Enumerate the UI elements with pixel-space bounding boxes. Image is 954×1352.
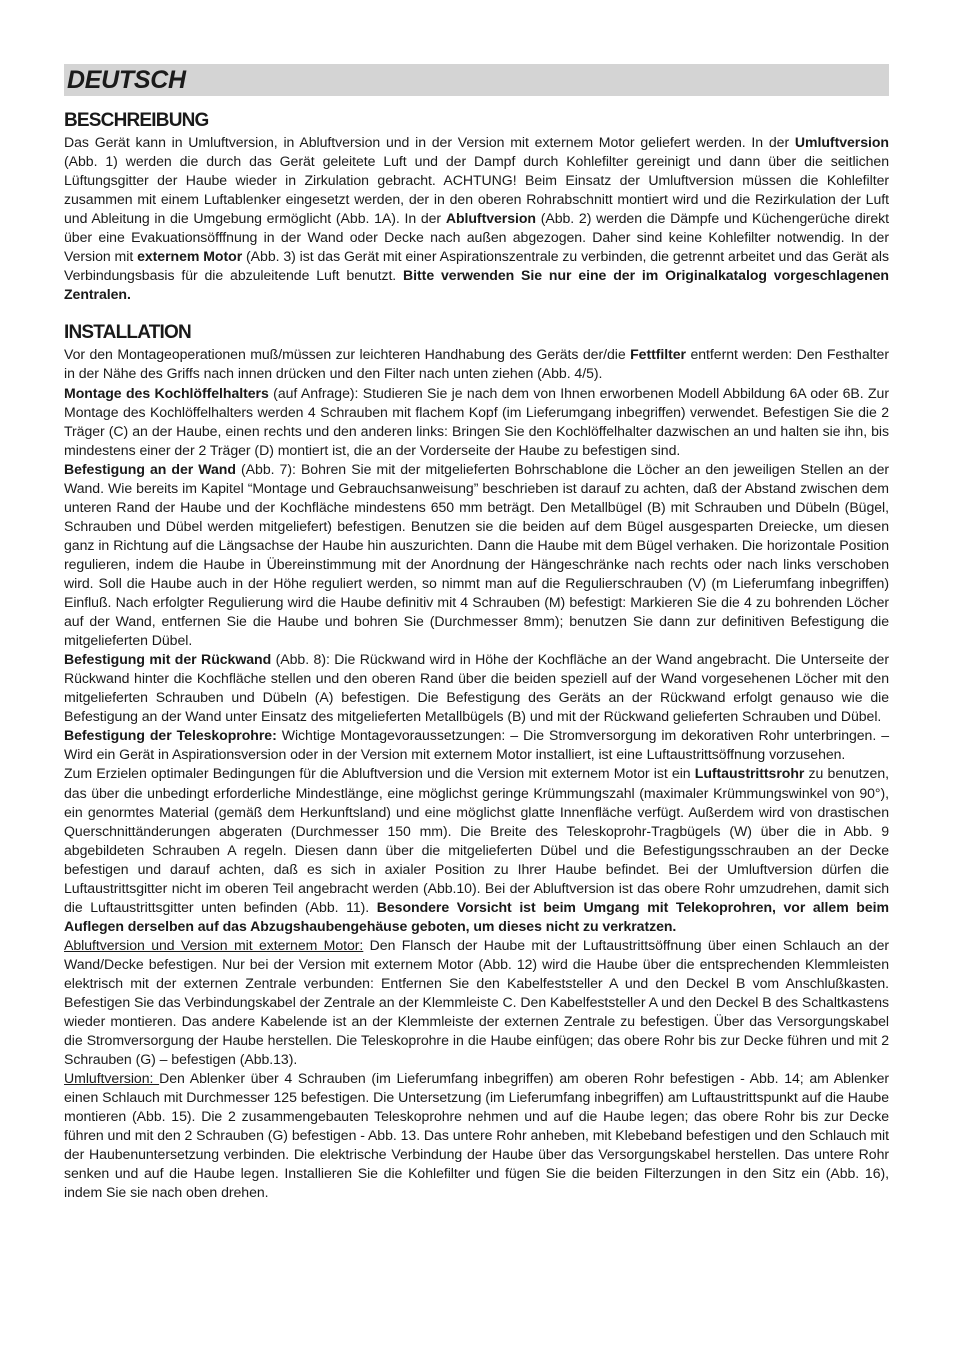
- paragraph: [64, 460, 889, 650]
- section-title-beschreibung: BESCHREIBUNG: [64, 110, 209, 131]
- bold-text: Abluftversion: [445, 210, 536, 227]
- paragraph: [64, 1069, 889, 1202]
- text-run: Wichtige Montagevoraussetzungen: – Die Stromversorgung im dekorativen Rohr unterbringen. – Wird ein Gerät in Aspirationsversion oder in der Version mit externem Motor installiert, ist eine Luftaustrittsöffnung vorzusehen.: [64, 727, 889, 763]
- bold-text: Luftaustrittsrohr: [694, 765, 805, 782]
- text-run: Zum Erzielen optimaler Bedingungen für die Abluftversion und die Version mit externem Motor ist ein: [64, 765, 695, 782]
- text-run: Vor den Montageoperationen muß/müssen zur leichteren Handhabung des Geräts der/die: [64, 346, 631, 363]
- paragraph: [64, 133, 889, 304]
- underlined-text: Umluftversion:: [64, 1070, 160, 1087]
- bold-text: externem Motor: [137, 248, 243, 265]
- paragraph: [64, 345, 889, 383]
- section-body-installation: [64, 345, 889, 1202]
- text-run: (Abb. 7): Bohren Sie mit der mitgelieferten Bohrschablone die Löcher an den jeweiligen Stellen an der Wand. Wie bereits im Kapitel “Montage und Gebrauchsanweisung” beschrieben ist darauf zu achten, daß der Abstand zwischen dem unteren Rand der Haube und der Kochfläche mindestens 650 mm beträgt. Den Metallbügel (B) mit Schrauben und Dübeln (Bügel, Schrauben und Dübel werden mitgeliefert) befestigen. Benutzen sie die beiden auf dem Bügel ausgesparten Dreiecke, um diesen ganz in Richtung auf die Längsachse der Haube hin auszurichten. Dann die Haube mit dem Bügel verhaken. Die horizontale Position regulieren, indem die Haube in Übereinstimmung mit der Anordnung der Hängeschränke nach rechts oder nach links verschoben wird. Soll die Haube auch in der Höhe reguliert werden, so nimmt man auf die Regulierschrauben (V) (m Lieferumfang inbegriffen) Einfluß. Nach erfolgter Regulierung wird die Haube definitiv mit 4 Schrauben (M) befestigt: Markieren Sie die 4 zu bohrenden Löcher auf der Wand, entfernen Sie die Haube und bohren Sie (Durchmesser 8mm); benutzen Sie dann zur definitiven Befestigung die mitgelieferten Dübel.: [64, 460, 889, 649]
- paragraph: [64, 936, 889, 1069]
- text-run: (Abb. 3) ist das Gerät mit einer Aspirationszentrale zu verbinden, die getrennt arbeitet und das Gerät als Verbindungsbasis für die abzuleitende Luft benutzt.: [64, 248, 889, 284]
- paragraph: [64, 650, 889, 726]
- text-run: Das Gerät kann in Umluftversion, in Abluftversion und in der Version mit externem Motor geliefert werden. In der: [64, 134, 795, 150]
- bold-text: Umluftversion: [794, 134, 889, 150]
- bold-text: Befestigung an der Wand: [64, 460, 236, 477]
- text-run: Den Ablenker über 4 Schrauben (im Lieferumfang inbegriffen) am oberen Rohr befestigen - Abb. 14; am Ablenker einen Schlauch mit Durchmesser 125 befestigen. Die Untersetzung (im Lieferumfang inbegriffen) am Luftaustrittspunkt auf die Haube montieren (Abb. 15). Die 2 zusammengebauten Teleskoprohre nehmen und auf die Haube legen; das obere Rohr bis zur Decke führen und mit den 2 Schrauben (G) befestigen - Abb. 13. Das untere Rohr anheben, mit Klebeband befestigen und den Schlauch mit der Haubenuntersetzung verbinden. Die elektrische Verbindung der Haube über das Versorgungskabel herstellen. Das untere Rohr senken und auf die Haube legen. Installieren Sie die Kohlefilter und fügen Sie die beiden Filterzungen in den Sitz ein (Abb. 16), indem Sie sie nach oben drehen.: [64, 1070, 890, 1201]
- paragraph: [64, 764, 889, 935]
- paragraph: [64, 384, 889, 460]
- manual-page: [64, 64, 889, 1203]
- section-title-installation: INSTALLATION: [64, 322, 191, 344]
- text-run: zu benutzen, das über die unbedingt erforderliche Mindestlänge, eine möglichst geringe Krümmungszahl (maximaler Krümmungswinkel von 90°), ein genormtes Material (gemäß dem Herkunftsland) und eine möglichst glatte Innenfläche verfügt. Außerdem wird von drastischen Querschnittänderungen abgeraten (Durchmesser 150 mm). Die Breite des Teleskoprohr-Tragbügels (W) über die in Abb. 9 abgebildeten Schrauben A regeln. Diesen dann über die mitgelieferten Dübel und die Befestigungsschrauben an der Decke befestigen und darauf achten, daß es sich in axialer Position zu Ihrer Haube befindet. Bei der Umluftversion dürfen die Luftaustrittsgitter nicht im oberen Teil angebracht werden (Abb.10). Bei der Abluftversion ist das obere Rohr umzudrehen, damit sich die Luftaustrittsgitter unten befinden (Abb. 11).: [64, 765, 889, 915]
- text-run: (Abb. 8): Die Rückwand wird in Höhe der Kochfläche an der Wand angebracht. Die Unterseite der Rückwand hinter die Kochfläche stellen und den oberen Rand über die beiden speziell auf der Wand vorgesehenen Löcher mit den mitgelieferten Schrauben und Dübeln (A) befestigen. Die Befestigung des Geräts an der Rückwand erfolgt genauso wie die Befestigung an der Wand unter Einsatz des mitgelieferten Metallbügels (B) und mit der Rückwand gelieferten Schrauben und Dübel.: [64, 651, 889, 725]
- bold-text: Befestigung der Teleskoprohre:: [64, 727, 277, 744]
- section-body-beschreibung: [64, 133, 889, 304]
- bold-text: Befestigung mit der Rückwand: [64, 651, 272, 668]
- text-run: (Abb. 1) werden die durch das Gerät geleitete Luft und der Dampf durch Kohlefilter gereinigt und dann über die seitlichen Lüftungsgitter der Haube wieder in Zirkulation gebracht. ACHTUNG! Beim Einsatz der Umluftversion müssen die Kohlefilter zusammen mit einem Luftablenker eingesetzt werden, der in den oberen Rohrabschnitt montiert wird und die Rezirkulation der Luft und Ableitung in die Umgebung ermöglicht (Abb. 1A). In der: [64, 153, 889, 227]
- bold-text: Bitte verwenden Sie nur eine der im Originalkatalog vorgeschlagenen Zentralen.: [64, 267, 889, 303]
- paragraph: [64, 726, 889, 764]
- text-run: Den Flansch der Haube mit der Luftaustrittsöffnung über einen Schlauch an der Wand/Decke befestigen. Nur bei der Version mit externem Motor (Abb. 12) wird die Haube über die entsprechenden Klemmleisten elektrisch mit der externen Zentrale verbunden: Entfernen Sie den Kabelfeststeller A und den Deckel B vom Anschlußkasten. Befestigen Sie das Verbindungskabel der Zentrale an der Klemmleiste C. Den Kabelfeststeller A und den Deckel B des Schaltkastens wieder montieren. Das andere Kabelende ist an der Klemmleiste der externen Zentrale zu befestigen. Über das Versorgungskabel die Stromversorgung der Haube herstellen. Die Teleskoprohre in die Haube einfügen; das obere Rohr bis zur Decke führen und mit 2 Schrauben (G) – befestigen (Abb.13).: [64, 936, 889, 1068]
- bold-text: Fettfilter: [630, 346, 686, 363]
- language-header-bar: [64, 64, 889, 96]
- text-run: (Abb. 2) werden die Dämpfe und Küchengerüche direkt über eine Evakuationsöfffnung in der Wand oder Decke nach außen abgezogen. Daher sind keine Kohlefilter notwendig. In der Version mit: [64, 210, 889, 265]
- bold-text: Montage des Kochlöffelhalters: [64, 384, 269, 401]
- underlined-text: Abluftversion und Version mit externem Motor:: [64, 936, 364, 953]
- language-title: DEUTSCH: [67, 65, 186, 94]
- text-run: entfernt werden: Den Festhalter in der Nähe des Griffs nach innen drücken und den Filter nach unten ziehen (Abb. 4/5).: [64, 346, 889, 382]
- text-run: (auf Anfrage): Studieren Sie je nach dem von Ihnen erworbenen Modell Abbildung 6A oder 6B. Zur Montage des Kochlöffelhalters werden 4 Schrauben mit flachem Kopf (im Lieferumgang inbegriffen) verwendet. Befestigen Sie die 2 Träger (C) an der Haube, einen rechts und den anderen links: Bringen Sie den Kochlöffelhalter dazwischen an und halten sie ihn, bis mindestens einer der 2 Träger (D) montiert ist, die an der Vorderseite der Haube zu befestigen sind.: [64, 384, 889, 458]
- bold-text: Besondere Vorsicht ist beim Umgang mit Telekoprohren, vor allem beim Auflegen derselben auf das Abzugshaubengehäuse geboten, um dieses nicht zu verkratzen.: [64, 898, 889, 934]
